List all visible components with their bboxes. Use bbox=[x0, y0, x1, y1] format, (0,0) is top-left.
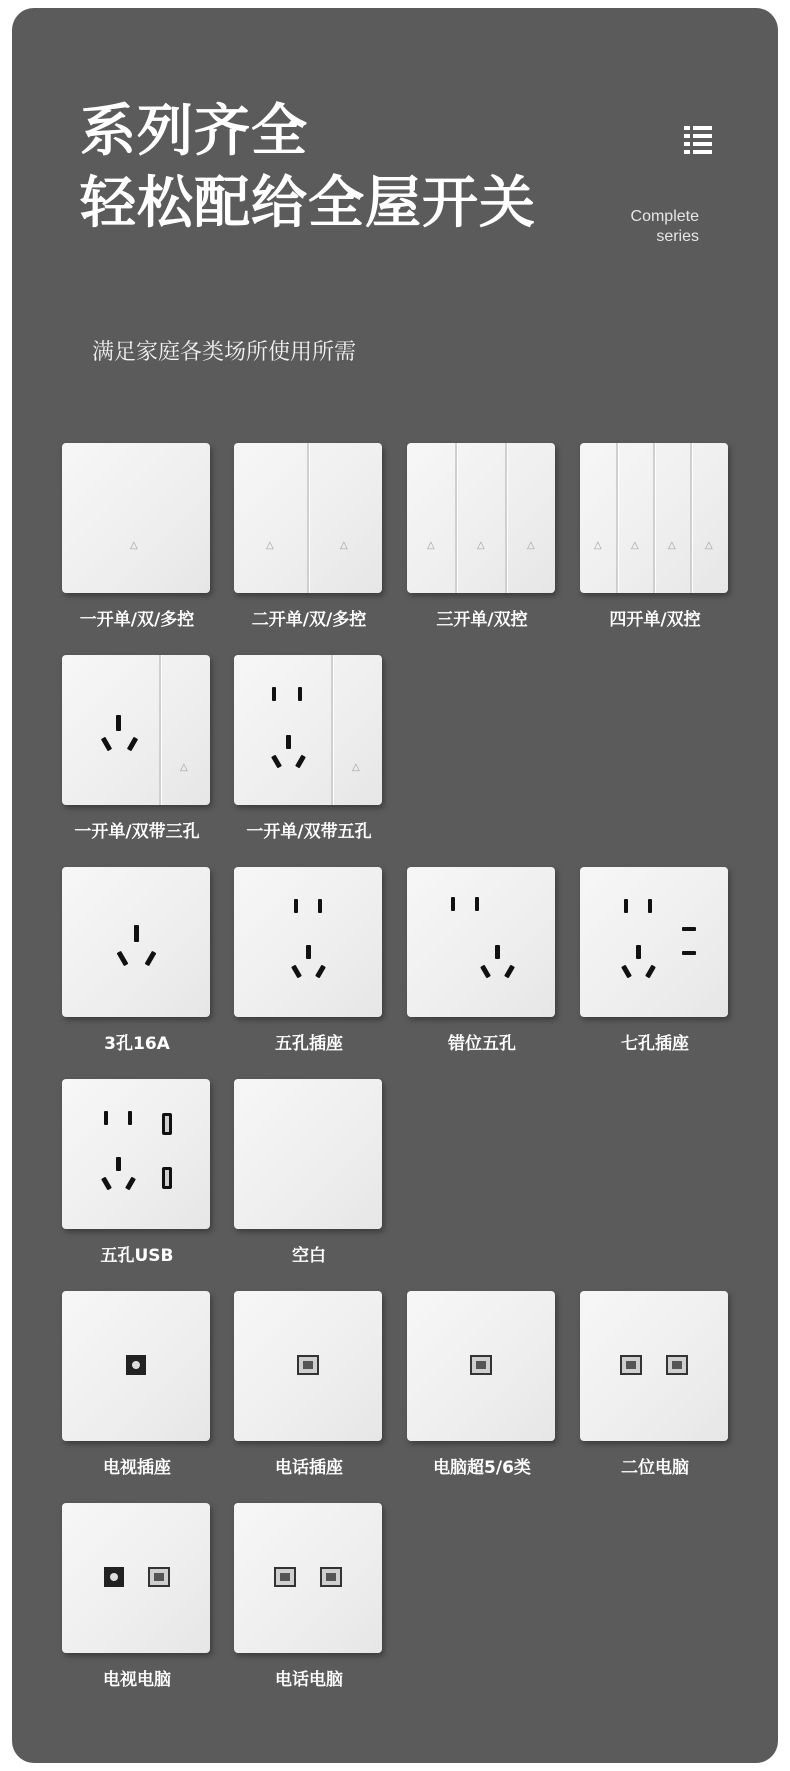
product-label: 二位电脑 bbox=[621, 1458, 689, 1478]
socket-5hole bbox=[234, 867, 382, 1017]
subtitle: 满足家庭各类场所使用所需 bbox=[92, 340, 357, 365]
network-socket bbox=[407, 1291, 555, 1441]
light-icon: △ bbox=[130, 540, 138, 551]
product-item bbox=[62, 443, 212, 630]
phone-port-icon bbox=[274, 1567, 296, 1587]
network-port-icon bbox=[320, 1567, 342, 1587]
network-port-icon bbox=[148, 1567, 170, 1587]
light-icon: △ bbox=[352, 762, 360, 773]
product-label: 五孔USB bbox=[100, 1246, 174, 1266]
switch-socket-5hole bbox=[234, 655, 382, 805]
tag-line-1: Complete bbox=[630, 208, 699, 225]
socket-3hole-16a bbox=[62, 867, 210, 1017]
product-item bbox=[234, 1291, 384, 1478]
product-item bbox=[234, 1079, 384, 1266]
switch-panel-4gang bbox=[580, 443, 728, 593]
product-label: 空白 bbox=[292, 1246, 326, 1266]
network-port-icon bbox=[666, 1355, 688, 1375]
light-icon: △ bbox=[631, 540, 639, 551]
product-item bbox=[62, 867, 212, 1054]
light-icon: △ bbox=[477, 540, 485, 551]
switch-socket-3hole bbox=[62, 655, 210, 805]
title-line-1: 系列齐全 bbox=[80, 99, 308, 164]
product-label: 三开单/双控 bbox=[436, 610, 528, 630]
product-item bbox=[580, 1291, 730, 1478]
tag-line-2: series bbox=[656, 228, 699, 245]
product-label: 二开单/双/多控 bbox=[251, 610, 367, 630]
product-label: 电视电脑 bbox=[103, 1670, 171, 1690]
product-label: 3孔16A bbox=[104, 1034, 170, 1054]
blank-panel bbox=[234, 1079, 382, 1229]
tv-port-icon bbox=[126, 1355, 146, 1375]
product-label: 错位五孔 bbox=[448, 1034, 516, 1054]
product-label: 一开单/双/多控 bbox=[79, 610, 195, 630]
light-icon: △ bbox=[266, 540, 274, 551]
series-tag bbox=[631, 207, 699, 247]
light-icon: △ bbox=[180, 762, 188, 773]
menu-icon bbox=[684, 126, 712, 154]
dual-network-socket bbox=[580, 1291, 728, 1441]
switch-panel-3gang bbox=[407, 443, 555, 593]
light-icon: △ bbox=[705, 540, 713, 551]
product-label: 电话插座 bbox=[275, 1458, 343, 1478]
tv-network-socket bbox=[62, 1503, 210, 1653]
phone-port-icon bbox=[297, 1355, 319, 1375]
socket-7hole bbox=[580, 867, 728, 1017]
product-item bbox=[407, 867, 557, 1054]
product-item bbox=[62, 1503, 212, 1690]
light-icon: △ bbox=[668, 540, 676, 551]
usb-port-icon bbox=[162, 1113, 172, 1135]
product-label: 七孔插座 bbox=[621, 1034, 689, 1054]
product-item bbox=[62, 655, 212, 842]
socket-offset-5hole bbox=[407, 867, 555, 1017]
product-item bbox=[234, 443, 384, 630]
light-icon: △ bbox=[527, 540, 535, 551]
title-line-2: 轻松配给全屋开关 bbox=[80, 171, 536, 236]
product-item bbox=[234, 655, 384, 842]
product-label: 电视插座 bbox=[103, 1458, 171, 1478]
product-card bbox=[12, 8, 778, 1763]
product-label: 四开单/双控 bbox=[609, 610, 701, 630]
tv-socket bbox=[62, 1291, 210, 1441]
network-port-icon bbox=[470, 1355, 492, 1375]
product-item bbox=[407, 1291, 557, 1478]
product-label: 一开单/双带五孔 bbox=[246, 822, 372, 842]
product-item bbox=[62, 1079, 212, 1266]
network-port-icon bbox=[620, 1355, 642, 1375]
light-icon: △ bbox=[427, 540, 435, 551]
switch-panel-1gang bbox=[62, 443, 210, 593]
product-item bbox=[234, 1503, 384, 1690]
product-label: 电脑超5/6类 bbox=[433, 1458, 531, 1478]
product-item bbox=[407, 443, 557, 630]
switch-panel-2gang bbox=[234, 443, 382, 593]
product-label: 五孔插座 bbox=[275, 1034, 343, 1054]
product-item bbox=[580, 443, 730, 630]
light-icon: △ bbox=[594, 540, 602, 551]
phone-socket bbox=[234, 1291, 382, 1441]
product-item bbox=[62, 1291, 212, 1478]
usb-port-icon bbox=[162, 1167, 172, 1189]
socket-5hole-usb bbox=[62, 1079, 210, 1229]
phone-network-socket bbox=[234, 1503, 382, 1653]
product-item bbox=[234, 867, 384, 1054]
product-label: 一开单/双带三孔 bbox=[74, 822, 200, 842]
tv-port-icon bbox=[104, 1567, 124, 1587]
page-title bbox=[80, 96, 536, 240]
light-icon: △ bbox=[340, 540, 348, 551]
product-label: 电话电脑 bbox=[275, 1670, 343, 1690]
product-item bbox=[580, 867, 730, 1054]
